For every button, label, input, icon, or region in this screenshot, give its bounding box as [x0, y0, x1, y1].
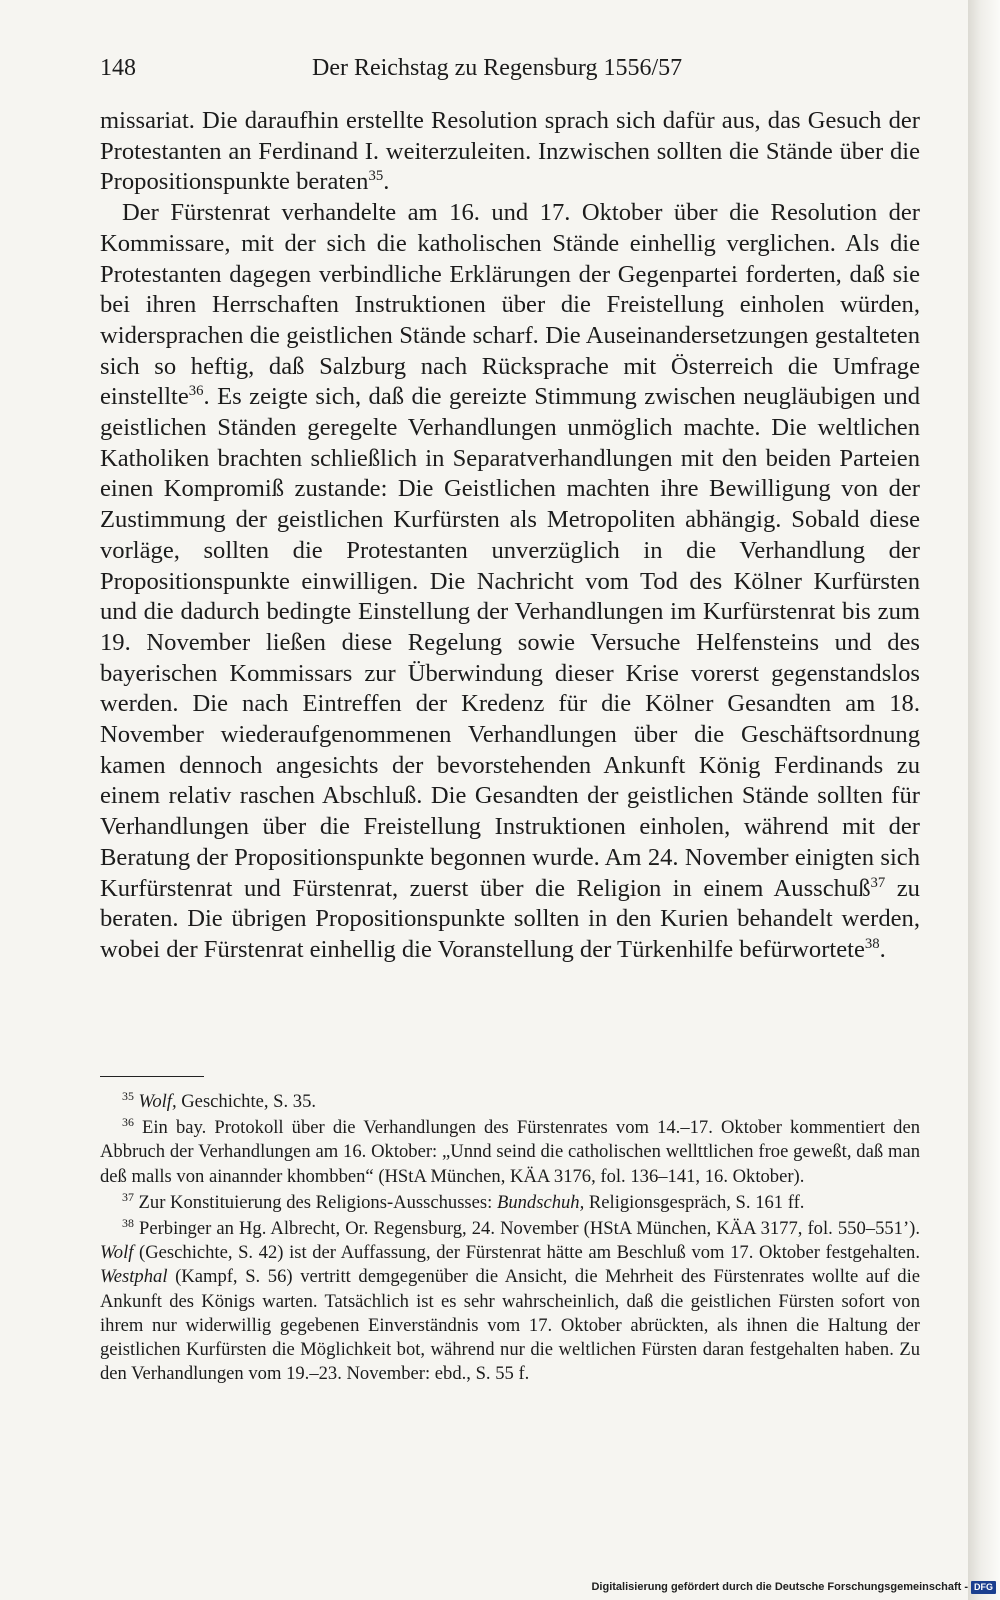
footnote-number: 37: [122, 1189, 134, 1204]
footnote-ref[interactable]: 37: [870, 874, 886, 891]
footnote-number: 35: [122, 1088, 134, 1103]
digitization-credit: [591, 1576, 996, 1598]
author-name: Wolf,: [138, 1091, 177, 1112]
page-number: 148: [100, 55, 136, 81]
author-name: Westphal: [100, 1266, 168, 1288]
footnote-38: $^{38}$ Perbinger an Hg. Albrecht, Or. Regensburg, 24. November (HStA München, KÄA 3177, fol. 550–551’). Wolf (Geschichte, S. 42) ist der Auffassung, der Fürstenrat hätte am Beschluß vom 17. Oktober festgehalten. Westphal (Kampf, S. 56) vertritt demgegenüber die Ansicht, die Mehrheit des Fürstenrates wollte auf die Ankunft des Königs warten. Tatsächlich ist es sehr wahrscheinlich, daß die geistlichen Fürsten sofort von ihrem nur widerwillig gegebenen Einverständnis vom 17. Oktober abrückten, als ihnen die Haltung der geistlichen Kurfürsten die Möglichkeit bot, während nur die weltlichen Fürsten daran festgehalten haben. Zu den Verhandlungen vom 19.–23. November: ebd., S. 55 f.: [100, 1215, 920, 1385]
paragraph: Der Fürstenrat verhandelte am 16. und 17. Oktober über die Resolution der Kommissare, mit der sich die katholischen Stände einhellig verglichen. Als die Protestanten dagegen verbindliche Erklärungen der Gegenpartei forderten, daß sie bei ihren Herrschaften Instruktionen über die Freistellung einholen würden, widersprachen die geistlichen Stände scharf. Die Auseinandersetzungen gestalteten sich so heftig, daß Salzburg nach Rücksprache mit Österreich die Umfrage einstellte$^{36}$. Es zeigte sich, daß die gereizte Stimmung zwischen neugläubigen und geistlichen Ständen geregelte Verhandlungen unmöglich machte. Die weltlichen Katholiken brachten schließlich in Separatverhandlungen mit den beiden Parteien einen Kompromiß zustande: Die Geistlichen machten ihre Bewilligung von der Zustimmung der geistlichen Kurfürsten als Metropoliten abhängig. Sobald diese vorläge, sollten die Protestanten unverzüglich in die Verhandlung der Propositionspunkte einwilligen. Die Nachricht vom Tod des Kölner Kurfürsten und die dadurch bedingte Einstellung der Verhandlungen im Kurfürstenrat bis zum 19. November ließen diese Regelung sowie Versuche Helfensteins und des bayerischen Kommissars zur Überwindung dieser Krise vorerst gegenstandslos werden. Die nach Eintreffen der Kredenz für die Kölner Gesandten am 18. November wiederaufgenommenen Verhandlungen über die Geschäftsordnung kamen dennoch angesichts der bevorstehenden Ankunft König Ferdinands zu einem relativ raschen Abschluß. Die Gesandten der geistlichen Stände sollten für Verhandlungen über die Freistellung Instruktionen einholen, während mit der Beratung der Propositionspunkte begonnen wurde. Am 24. November einigten sich Kurfürstenrat und Fürstenrat, zuerst über die Religion in einem Ausschuß$^{37}$ zu beraten. Die übrigen Propositionspunkte sollten in den Kurien behandelt werden, wobei der Fürstenrat einhellig die Voranstellung der Türkenhilfe befürwortete$^{38}$.: [100, 199, 920, 963]
footnote-37: $^{37}$ Zur Konstituierung des Religions-Ausschusses: Bundschuh, Religionsgespräch, S. 161 ff.: [122, 1189, 805, 1213]
footnote-number: 36: [122, 1115, 134, 1130]
running-title: Der Reichstag zu Regensburg 1556/57: [312, 55, 683, 81]
footnotes: [100, 1090, 920, 1386]
author-name: Wolf: [100, 1242, 134, 1264]
credit-text: Digitalisierung gefördert durch die Deutsche Forschungsgemeinschaft -: [591, 1581, 968, 1594]
footnote-separator: [100, 1076, 204, 1077]
footnote-36: $^{36}$ Ein bay. Protokoll über die Verhandlungen des Fürstenrates vom 14.–17. Oktober kommentiert den Abbruch der Verhandlungen am 16. Oktober: „Unnd seind die catholischen wellttlichen froe geweßt, daß man deß malls von ainannder khombben“ (HStA München, KÄA 3176, fol. 136–141, 16. Oktober).: [100, 1115, 920, 1187]
footnote-ref[interactable]: 36: [188, 383, 204, 400]
page-header: [100, 52, 920, 84]
footnote-number: 38: [122, 1215, 134, 1230]
paragraph: missariat. Die daraufhin erstellte Resolution sprach sich dafür aus, das Gesuch der Protestanten an Ferdinand I. weiterzuleiten. Inzwischen sollten die Stände über die Propositionspunkte beraten$^{35}$.: [100, 107, 920, 196]
footnote-ref[interactable]: 38: [864, 936, 880, 953]
footnote-ref[interactable]: 35: [368, 168, 384, 185]
footnote-35: $^{35}$ Wolf, Geschichte, S. 35.: [122, 1088, 317, 1112]
body-text: [100, 106, 920, 966]
page-edge-shadow: [968, 0, 1000, 1600]
dfg-logo: DFG: [971, 1581, 996, 1594]
author-name: Bundschuh,: [496, 1191, 585, 1213]
